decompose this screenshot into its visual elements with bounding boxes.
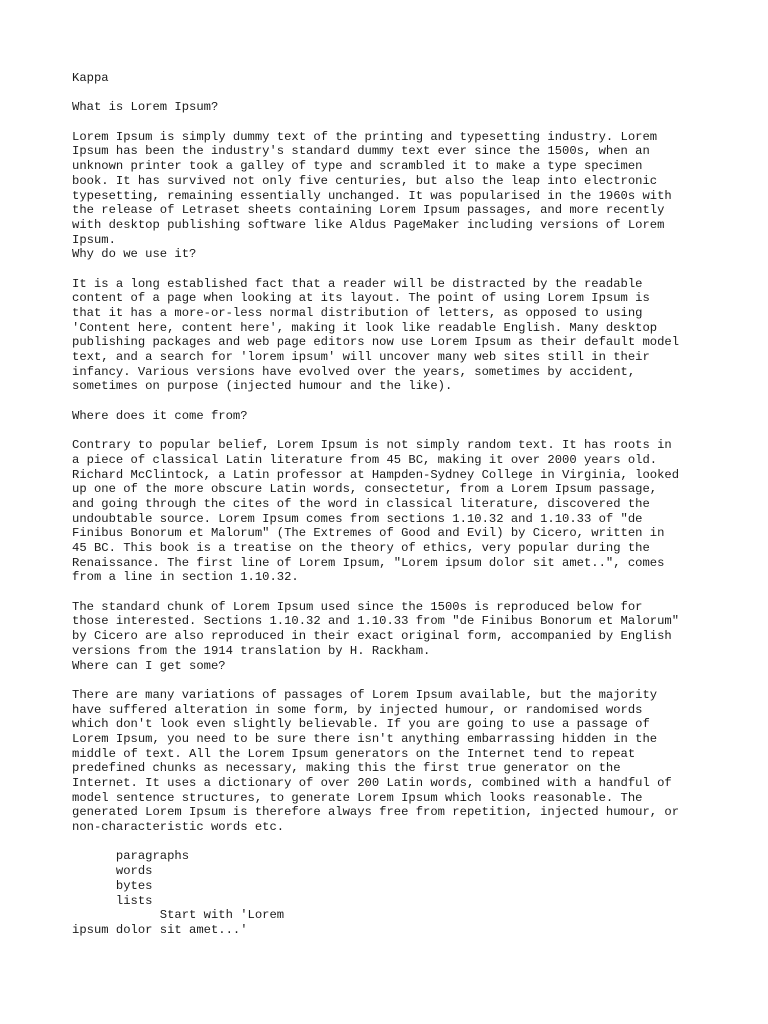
text-line: sometimes on purpose (injected humour and the like). — [72, 379, 453, 394]
text-line: words — [72, 864, 153, 879]
text-line: Ipsum has been the industry's standard dummy text ever since the 1500s, when an — [72, 144, 650, 159]
text-line: Internet. It uses a dictionary of over 200 Latin words, combined with a handful of — [72, 776, 672, 790]
text-line: Kappa — [72, 71, 109, 85]
text-line: unknown printer took a galley of type and scrambled it to make a type specimen — [72, 159, 643, 174]
text-line: Richard McClintock, a Latin professor at Hampden-Sydney College in Virginia, looked — [72, 467, 680, 482]
text-line: those interested. Sections 1.10.32 and 1.10.33 from "de Finibus Bonorum et Malorum" — [72, 614, 680, 629]
text-line: content of a page when looking at its layout. The point of using Lorem Ipsum is — [72, 291, 650, 306]
text-line: Contrary to popular belief, Lorem Ipsum is not simply random text. It has roots in — [72, 438, 672, 453]
text-line: lists — [72, 893, 153, 908]
text-line: and going through the cites of the word in classical literature, discovered the — [72, 496, 650, 511]
blank-line — [72, 262, 679, 277]
text-line: a piece of classical Latin literature from 45 BC, making it over 2000 years old. — [72, 452, 658, 467]
text-line: infancy. Various versions have evolved over the years, sometimes by accident, — [72, 364, 636, 379]
text-line: up one of the more obscure Latin words, consectetur, from a Lorem Ipsum passage, — [72, 482, 658, 497]
blank-line — [72, 673, 679, 688]
text-line: predefined chunks as necessary, making this the first true generator on the — [72, 761, 621, 776]
text-line: generated Lorem Ipsum is therefore always free from repetition, injected humour, or — [72, 805, 680, 820]
text-line: Where does it come from? — [72, 408, 248, 423]
blank-line — [72, 115, 679, 130]
text-line: text, and a search for 'lorem ipsum' will uncover many web sites still in their — [72, 350, 650, 365]
blank-line — [72, 394, 679, 409]
text-line: have suffered alteration in some form, by injected humour, or randomised words — [72, 702, 643, 717]
text-line: Why do we use it? — [72, 247, 197, 262]
text-line: The standard chunk of Lorem Ipsum used since the 1500s is reproduced below for — [72, 599, 643, 614]
blank-line — [72, 585, 679, 600]
text-line: paragraphs — [72, 849, 190, 864]
text-line: undoubtable source. Lorem Ipsum comes from sections 1.10.32 and 1.10.33 of "de — [72, 511, 643, 526]
text-line: Ipsum. — [72, 232, 116, 247]
text-line: What is Lorem Ipsum? — [72, 100, 219, 115]
blank-line — [72, 835, 679, 850]
text-line: non-characteristic words etc. — [72, 820, 285, 835]
text-line: Lorem Ipsum is simply dummy text of the printing and typesetting industry. Lorem — [72, 129, 658, 144]
text-line: with desktop publishing software like Aldus PageMaker including versions of Lorem — [72, 217, 665, 232]
text-line: Renaissance. The first line of Lorem Ipsum, "Lorem ipsum dolor sit amet..", comes — [72, 555, 665, 570]
text-line: publishing packages and web page editors now use Lorem Ipsum as their default model — [72, 335, 680, 350]
text-line: There are many variations of passages of Lorem Ipsum available, but the majority — [72, 687, 658, 702]
document-text — [72, 71, 679, 938]
text-line: the release of Letraset sheets containing Lorem Ipsum passages, and more recently — [72, 203, 665, 218]
blank-line — [72, 86, 679, 101]
text-line: 45 BC. This book is a treatise on the theory of ethics, very popular during the — [72, 541, 650, 555]
text-line: Lorem Ipsum, you need to be sure there isn't anything embarrassing hidden in the — [72, 731, 658, 746]
text-line: book. It has survived not only five centuries, but also the leap into electronic — [72, 173, 658, 188]
text-line: that it has a more-or-less normal distribution of letters, as opposed to using — [72, 306, 643, 320]
text-line: by Cicero are also reproduced in their exact original form, accompanied by English — [72, 629, 672, 644]
blank-line — [72, 424, 679, 439]
text-line: Where can I get some? — [72, 658, 226, 673]
text-line: typesetting, remaining essentially unchanged. It was popularised in the 1960s with — [72, 188, 672, 203]
text-line: which don't look even slightly believable. If you are going to use a passage of — [72, 717, 650, 732]
text-line: ipsum dolor sit amet...' — [72, 922, 248, 937]
text-line: bytes — [72, 878, 153, 893]
text-line: middle of text. All the Lorem Ipsum generators on the Internet tend to repeat — [72, 746, 636, 761]
text-line: It is a long established fact that a reader will be distracted by the readable — [72, 276, 643, 291]
text-line: Start with 'Lorem — [72, 908, 285, 923]
text-line: Finibus Bonorum et Malorum" (The Extremes of Good and Evil) by Cicero, written in — [72, 526, 665, 541]
text-line: 'Content here, content here', making it look like readable English. Many desktop — [72, 320, 658, 335]
text-line: model sentence structures, to generate Lorem Ipsum which looks reasonable. The — [72, 790, 643, 805]
text-line: versions from the 1914 translation by H. Rackham. — [72, 643, 431, 658]
text-line: from a line in section 1.10.32. — [72, 570, 299, 585]
